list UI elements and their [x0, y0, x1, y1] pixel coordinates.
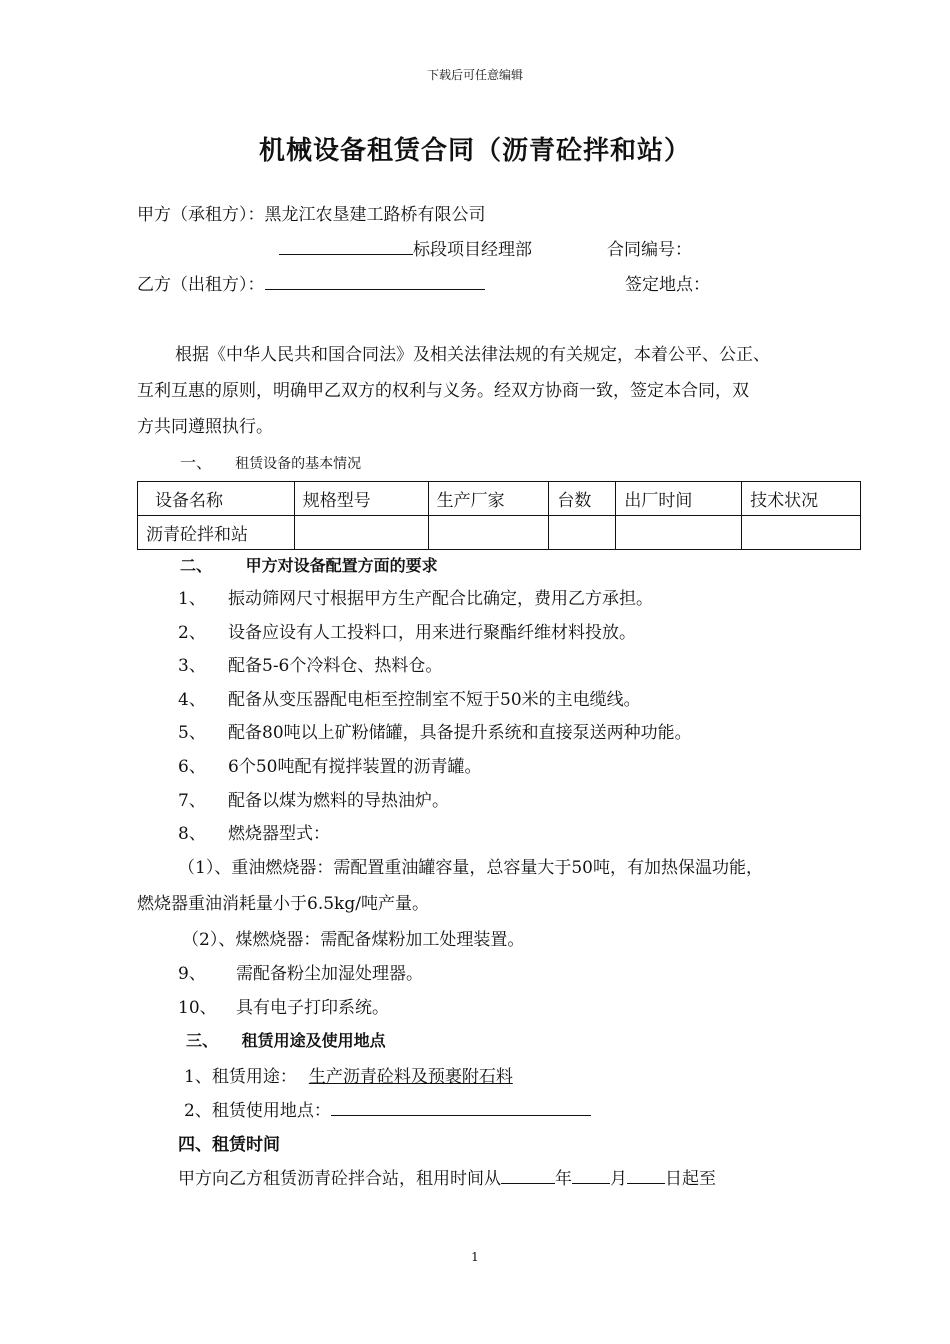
section-blank	[279, 236, 413, 255]
place-line	[184, 1096, 591, 1121]
section-3-num: 三、	[186, 1031, 219, 1050]
list-item: 7、 配备以煤为燃料的导热油炉。	[178, 791, 449, 811]
table-header-cell: 技术状况	[742, 482, 861, 516]
sign-place-label: 签定地点：	[625, 275, 710, 295]
party-b-blank	[265, 271, 485, 290]
rental-time-text: 甲方向乙方租赁沥青砼拌合站，租用时间从	[178, 1169, 501, 1189]
burner-1-line-2: 燃烧器重油消耗量小于6.5kg/吨产量。	[137, 894, 429, 914]
table-header-cell: 出厂时间	[616, 482, 742, 516]
list-item: 10、 具有电子打印系统。	[178, 998, 389, 1018]
section-3-heading	[186, 1028, 386, 1051]
equipment-table	[137, 481, 861, 550]
intro-line-2: 互利互惠的原则，明确甲乙双方的权利与义务。经双方协商一致，签定本合同，双	[137, 381, 749, 401]
table-cell	[428, 516, 549, 550]
place-label: 2、租赁使用地点：	[184, 1101, 331, 1121]
rental-time-line	[178, 1164, 716, 1189]
section-dept-line	[279, 235, 532, 260]
section-3-title: 租赁用途及使用地点	[241, 1031, 386, 1050]
month-blank	[572, 1165, 610, 1184]
party-b-line	[137, 270, 485, 295]
party-a-label: 甲方（承租方）：	[137, 205, 265, 225]
table-cell	[294, 516, 428, 550]
section-2-title: 甲方对设备配置方面的要求	[245, 556, 438, 575]
list-item: 9、 需配备粉尘加湿处理器。	[178, 964, 423, 984]
section-1-title: 租赁设备的基本情况	[235, 456, 362, 472]
party-b-label: 乙方（出租方）：	[137, 275, 265, 295]
day-label: 日起至	[665, 1169, 716, 1189]
page-header: 下载后可任意编辑	[426, 68, 523, 82]
list-item: 3、 配备5-6个冷料仓、热料仓。	[178, 656, 443, 676]
day-blank	[627, 1165, 665, 1184]
contract-no-label: 合同编号：	[607, 240, 692, 260]
list-item: 6、 6个50吨配有搅拌装置的沥青罐。	[178, 757, 482, 777]
table-header-cell: 规格型号	[294, 482, 428, 516]
table-cell	[742, 516, 861, 550]
section-1-heading	[180, 450, 361, 473]
month-label: 月	[610, 1169, 627, 1189]
table-header-cell: 台数	[549, 482, 616, 516]
intro-line-3: 方共同遵照执行。	[137, 417, 273, 437]
use-line	[184, 1062, 539, 1087]
place-blank	[331, 1097, 591, 1116]
burner-1-line-1: （1）、重油燃烧器：需配置重油罐容量，总容量大于50吨，有加热保温功能，	[178, 858, 763, 878]
table-header-cell: 设备名称	[138, 482, 295, 516]
table-cell: 沥青砼拌和站	[138, 516, 295, 550]
year-blank	[501, 1165, 555, 1184]
section-2-heading	[180, 553, 438, 576]
document-title: 机械设备租赁合同（沥青砼拌和站）	[258, 136, 691, 166]
use-value: 生产沥青砼料及预裹附石料	[308, 1067, 513, 1087]
table-header-row	[138, 482, 861, 516]
table-cell	[616, 516, 742, 550]
list-item: 5、 配备80吨以上矿粉储罐，具备提升系统和直接泵送两种功能。	[178, 723, 692, 743]
list-item: 1、 振动筛网尺寸根据甲方生产配合比确定，费用乙方承担。	[178, 589, 653, 609]
section-1-num: 一、	[180, 453, 213, 472]
list-item: 4、 配备从变压器配电柜至控制室不短于50米的主电缆线。	[178, 690, 641, 710]
year-label: 年	[555, 1169, 572, 1189]
list-item: 2、 设备应设有人工投料口，用来进行聚酯纤维材料投放。	[178, 623, 636, 643]
burner-2: （2）、煤燃烧器：需配备煤粉加工处理装置。	[182, 930, 525, 950]
table-cell	[549, 516, 616, 550]
use-label: 1、租赁用途：	[184, 1067, 297, 1087]
party-a-name: 黑龙江农垦建工路桥有限公司	[264, 205, 486, 225]
intro-line-1: 根据《中华人民共和国合同法》及相关法律法规的有关规定，本着公平、公正、	[175, 345, 770, 365]
list-item: 8、 燃烧器型式：	[178, 824, 330, 844]
table-row	[138, 516, 861, 550]
section-dept: 标段项目经理部	[413, 240, 532, 260]
section-4-heading: 四、租赁时间	[178, 1135, 280, 1155]
party-a-line	[137, 200, 486, 225]
table-header-cell: 生产厂家	[428, 482, 549, 516]
section-2-num: 二、	[180, 556, 213, 575]
page-number: 1	[471, 1250, 479, 1264]
